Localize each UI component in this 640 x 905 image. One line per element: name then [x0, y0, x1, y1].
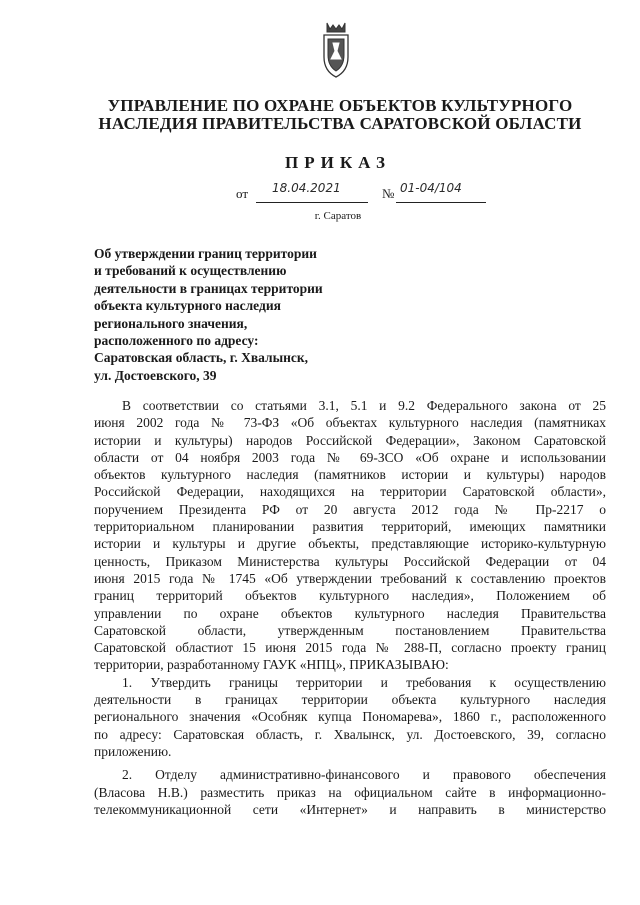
- subject-line: Саратовская область, г. Хвалынск,: [94, 350, 309, 366]
- body-line: деятельности в границах территории объекта культурного наследия: [94, 692, 606, 708]
- document-body: [94, 397, 606, 818]
- body-line: по адресу: Саратовская область, г. Хвалынск, ул. Достоевского, 39, согласно: [94, 726, 606, 742]
- subject-line: деятельности в границах территории: [94, 280, 323, 296]
- subject-line: регионального значения,: [94, 315, 248, 331]
- number-underline: [396, 202, 486, 203]
- subject-line: и требований к осуществлению: [94, 263, 287, 279]
- subject-line: ул. Достоевского, 39: [94, 367, 217, 383]
- date-underline: [256, 202, 368, 203]
- organization-name-line2: НАСЛЕДИЯ ПРАВИТЕЛЬСТВА САРАТОВСКОЙ ОБЛАСТИ: [98, 114, 582, 133]
- body-line: регионального значения «Особняк купца Пономарева», 1860 г., расположенного: [94, 709, 606, 725]
- body-line: (Власова Н.В.) разместить приказ на официальном сайте в информационно-: [94, 784, 606, 800]
- body-line: границ территорий объектов культурного наследия», Положением об: [94, 588, 606, 604]
- body-line: приложению.: [94, 743, 172, 759]
- body-line: поручением Президента РФ от 20 августа 2012 года № Пр-2217 о: [94, 501, 606, 517]
- document-title: ПРИКАЗ: [285, 153, 391, 172]
- subject-block: [94, 245, 424, 384]
- body-line: территориальном планировании развития территорий, имеющих памятники: [94, 519, 606, 535]
- body-line: июня 2002 года № 73-ФЗ «Об объектах культурного наследия (памятниках: [94, 415, 606, 431]
- body-line: истории и культуры и другие объекты, представляющие историко-культурную: [94, 536, 606, 552]
- number-value: 01-04/104: [400, 181, 462, 195]
- date-prefix: от: [236, 186, 249, 201]
- subject-line: расположенного по адресу:: [94, 333, 259, 349]
- body-line: объектов культурного наследия (памятников истории и культуры) народов: [94, 467, 606, 483]
- body-line: В соответствии со статьями 3.1, 5.1 и 9.2 Федерального закона от 25: [122, 398, 606, 413]
- body-line: Саратовской областиот 15 июня 2015 года № 288-П, согласно проекту границ: [94, 640, 606, 656]
- body-line: управлении по охране объектов культурного наследия Правительства: [94, 605, 606, 621]
- subject-line: объекта культурного наследия: [94, 298, 281, 314]
- body-line: области от 04 ноября 2003 года № 69-ЗСО «Об охране и использовании: [94, 449, 606, 465]
- city-label: г. Саратов: [314, 210, 362, 222]
- body-line: 2. Отделу административно-финансового и правового обеспечения: [122, 767, 606, 783]
- body-line: ценность, Приказом Министерства культуры Российской Федерации от 04: [94, 553, 606, 569]
- body-line: Российской Федерации, находящихся на территории Саратовской области»,: [94, 484, 606, 500]
- coat-of-arms-icon: [321, 19, 351, 81]
- body-line: истории и культуры) народов Российской Федерации», Законом Саратовской: [94, 432, 606, 448]
- organization-name-line1: УПРАВЛЕНИЕ ПО ОХРАНЕ ОБЪЕКТОВ КУЛЬТУРНОГО: [107, 96, 573, 115]
- body-line: телекоммуникационной сети «Интернет» и направить в министерство: [94, 801, 606, 817]
- number-prefix: №: [382, 186, 395, 201]
- body-line: июня 2015 года № 1745 «Об утверждении требований к составлению проектов: [94, 570, 606, 586]
- body-line: территории, разработанному ГАУК «НПЦ», ПРИКАЗЫВАЮ:: [94, 657, 449, 673]
- date-value: 18.04.2021: [272, 181, 341, 195]
- body-line: Саратовской области, утвержденным постановлением Правительства: [94, 622, 606, 638]
- subject-line: Об утверждении границ территории: [94, 246, 317, 261]
- body-line: 1. Утвердить границы территории и требования к осуществлению: [122, 674, 606, 690]
